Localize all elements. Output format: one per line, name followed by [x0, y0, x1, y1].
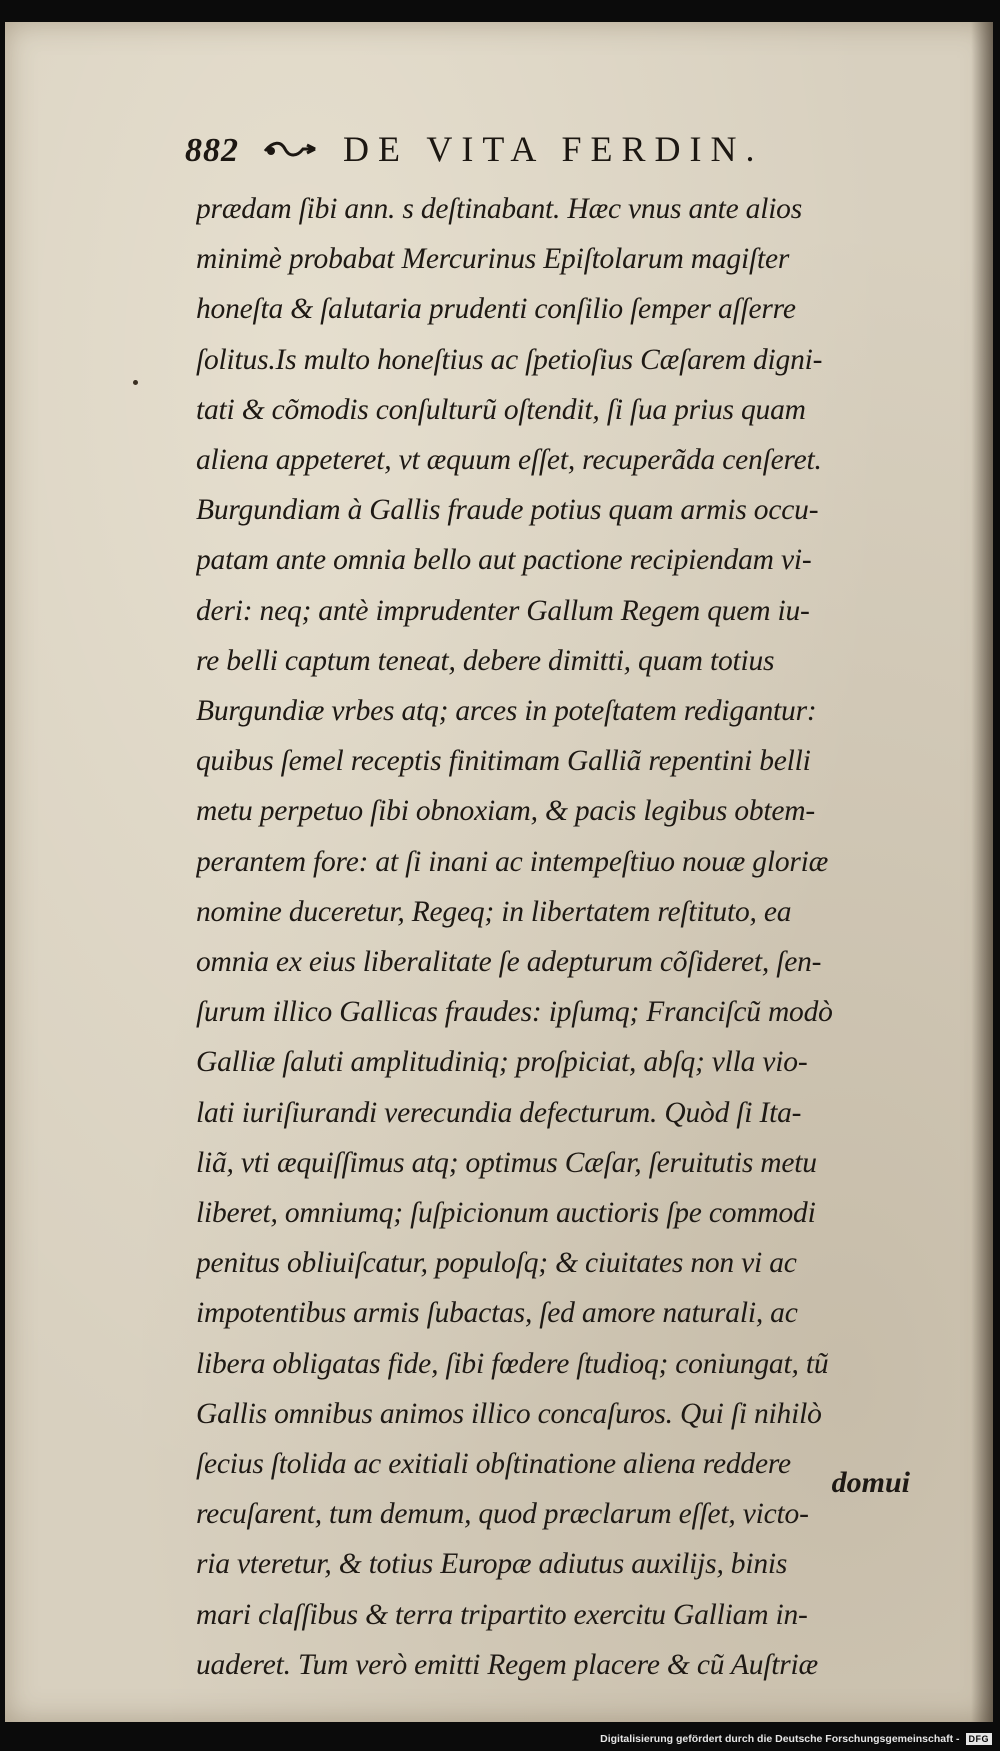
fleuron-ornament-icon — [263, 139, 319, 161]
text-line: mari claſſibus & terra tripartito exercitu Galliam in- — [196, 1598, 808, 1631]
text-line: penitus obliuiſcatur, populoſq; & ciuitates non vi ac — [196, 1247, 797, 1280]
page-gutter-shadow — [971, 22, 993, 1722]
text-line: recuſarent, tum demum, quod præclarum eſſet, victo- — [196, 1498, 809, 1531]
text-line: uaderet. Tum verò emitti Regem placere & cũ Auſtriæ — [196, 1648, 819, 1681]
text-line: deri: neq; antè imprudenter Gallum Regem quem iu- — [196, 594, 810, 627]
page-header — [185, 128, 805, 178]
dfg-logo: DFG — [966, 1733, 993, 1745]
text-line: ſolitus.Is multo honeſtius ac ſpetioſius Cæſarem digni- — [196, 343, 823, 376]
text-line: Burgundiam à Gallis fraude potius quam armis occu- — [196, 494, 819, 527]
text-line: ria vteretur, & totius Europæ adiutus auxilijs, binis — [196, 1548, 788, 1581]
credit-text: Digitalisierung gefördert durch die Deutsche Forschungsgemeinschaft - — [600, 1733, 960, 1745]
text-line: metu perpetuo ſibi obnoxiam, & pacis legibus obtem- — [196, 795, 816, 828]
text-line: omnia ex eius liberalitate ſe adepturum cõſideret, ſen- — [196, 946, 822, 979]
text-line: perantem fore: at ſi inani ac intempeſtiuo nouæ gloriæ — [196, 845, 829, 878]
text-line: impotentibus armis ſubactas, ſed amore naturali, ac — [196, 1297, 798, 1330]
text-line: quibus ſemel receptis finitimam Galliã repentini belli — [196, 745, 811, 778]
text-line: nomine duceretur, Regeq; in libertatem reſtituto, ea — [196, 895, 792, 928]
text-line: re belli captum teneat, debere dimitti, quam totius — [196, 644, 775, 677]
text-line: aliena appeteret, vt æquum eſſet, recuperãda cenſeret. — [196, 444, 822, 477]
text-line: lati iuriſiurandi verecundia defecturum. Quòd ſi Ita- — [196, 1096, 802, 1129]
ink-spot — [133, 380, 138, 385]
text-line: Galliæ ſaluti amplitudiniq; proſpiciat, abſq; vlla vio- — [196, 1046, 808, 1079]
text-line: liã, vti æquiſſimus atq; optimus Cæſar, ſeruitutis metu — [196, 1146, 817, 1179]
text-line: Burgundiæ vrbes atq; arces in poteſtatem redigantur: — [196, 695, 817, 728]
text-line: tati & cõmodis conſulturũ oſtendit, ſi ſua prius quam — [196, 393, 806, 426]
page-number: 882 — [185, 132, 239, 169]
text-line: minimè probabat Mercurinus Epiſtolarum magiſter — [196, 243, 790, 276]
digitization-credit — [600, 1733, 992, 1745]
text-line: Gallis omnibus animos illico concaſuros. Qui ſi nihilò — [196, 1397, 822, 1430]
text-line: liberet, omniumq; ſuſpicionum auctioris ſpe commodi — [196, 1197, 816, 1230]
text-line: ſurum illico Gallicas fraudes: ipſumq; Franciſcũ modò — [196, 996, 833, 1029]
text-line: ſecius ſtolida ac exitiali obſtinatione aliena reddere — [196, 1448, 791, 1481]
body-text — [196, 184, 956, 1690]
catchword: domui — [831, 1466, 910, 1499]
running-head: DE VITA FERDIN. — [343, 129, 764, 169]
text-line: prædam ſibi ann. s deſtinabant. Hæc vnus ante alios — [196, 193, 803, 225]
text-line: libera obligatas fide, ſibi fœdere ſtudioq; coniungat, tũ — [196, 1347, 829, 1380]
text-line: patam ante omnia bello aut pactione recipiendam vi- — [196, 544, 812, 577]
text-line: honeſta & ſalutaria prudenti conſilio ſemper aſſerre — [196, 293, 796, 326]
